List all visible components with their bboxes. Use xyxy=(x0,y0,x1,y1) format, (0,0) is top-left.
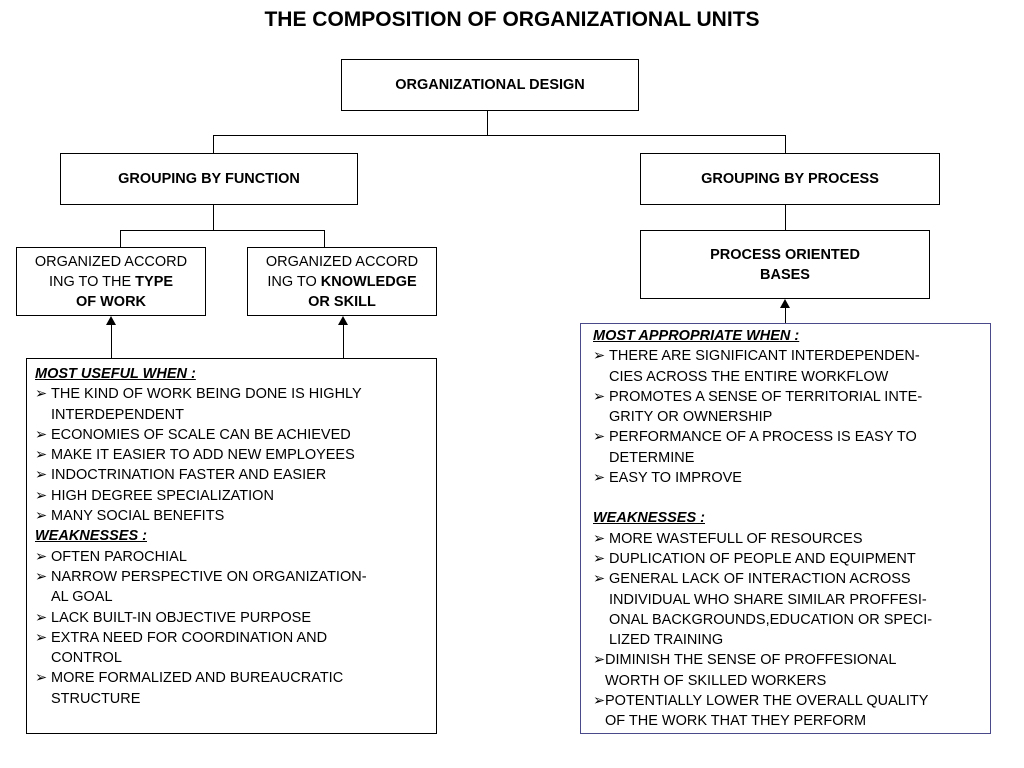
node-label: GROUPING BY FUNCTION xyxy=(118,171,300,187)
useful-list xyxy=(35,384,430,526)
node-label: GROUPING BY PROCESS xyxy=(701,171,879,187)
node-line-bold: OF WORK xyxy=(75,293,147,310)
list-item-text xyxy=(51,465,430,485)
list-item-text xyxy=(609,468,984,488)
node-type-of-work xyxy=(16,247,206,316)
list-item xyxy=(35,384,430,425)
list-item xyxy=(35,486,430,506)
list-item xyxy=(35,465,430,485)
bullet-arrow-icon: ➢ xyxy=(593,348,606,365)
arrow-head-knowledge xyxy=(338,316,348,325)
bullet-arrow-icon: ➢ xyxy=(35,426,48,443)
list-item-text xyxy=(609,549,984,569)
list-item-line: DETERMINE xyxy=(609,449,695,466)
bullet-arrow-icon: ➢ xyxy=(593,388,606,405)
list-item-line: MAKE IT EASIER TO ADD NEW EMPLOYEES xyxy=(51,447,355,464)
bullet-arrow-icon: ➢ xyxy=(593,429,606,446)
node-line: ORGANIZED ACCORD xyxy=(34,253,188,270)
list-item-line: AL GOAL xyxy=(51,589,113,606)
connector-top-horizontal xyxy=(213,135,786,136)
connector-root-down xyxy=(487,110,488,135)
node-grouping-by-process xyxy=(640,153,940,205)
list-item-text xyxy=(605,650,984,691)
node-label: ORGANIZATIONAL DESIGN xyxy=(395,77,585,93)
list-item-line: CIES ACROSS THE ENTIRE WORKFLOW xyxy=(609,368,889,385)
list-item xyxy=(593,650,984,691)
appropriate-list xyxy=(593,346,984,488)
heading-most-useful: MOST USEFUL WHEN : xyxy=(35,366,196,382)
list-item-line: ECONOMIES OF SCALE CAN BE ACHIEVED xyxy=(51,426,351,443)
list-item-line: GENERAL LACK OF INTERACTION ACROSS xyxy=(609,571,911,588)
connector-process-to-bases xyxy=(785,204,786,230)
bullet-arrow-icon: ➢ xyxy=(35,548,48,565)
node-line xyxy=(267,272,416,292)
bullet-arrow-icon: ➢ xyxy=(35,609,48,626)
list-item xyxy=(593,569,984,650)
node-line-bold: OR SKILL xyxy=(308,293,376,310)
list-item-text xyxy=(609,569,984,650)
list-item-line: MORE FORMALIZED AND BUREAUCRATIC xyxy=(51,670,344,687)
list-item-text xyxy=(605,691,984,732)
node-text: ING TO THE xyxy=(48,273,136,290)
list-item xyxy=(35,506,430,526)
bullet-arrow-icon: ➢ xyxy=(593,550,606,567)
node-line: PROCESS ORIENTED xyxy=(710,246,860,263)
node-text: ING TO xyxy=(267,273,321,290)
bullet-arrow-icon: ➢ xyxy=(35,467,48,484)
list-item xyxy=(593,346,984,387)
bullet-arrow-icon: ➢ xyxy=(35,386,48,403)
list-item-text xyxy=(51,445,430,465)
node-text-bold: KNOWLEDGE xyxy=(320,273,417,290)
node-text-bold: TYPE xyxy=(135,273,174,290)
list-item-text xyxy=(51,506,430,526)
heading-most-appropriate: MOST APPROPRIATE WHEN : xyxy=(593,328,800,344)
arrow-shaft-knowledge xyxy=(343,322,344,358)
arrow-shaft-type-of-work xyxy=(111,322,112,358)
list-item-text xyxy=(609,427,984,468)
bullet-arrow-icon: ➢ xyxy=(593,693,606,710)
list-item xyxy=(593,691,984,732)
list-item-line: PERFORMANCE OF A PROCESS IS EASY TO xyxy=(609,429,917,446)
list-item-text xyxy=(609,346,984,387)
list-item-line: POTENTIALLY LOWER THE OVERALL QUALITY xyxy=(605,693,929,710)
bullet-arrow-icon: ➢ xyxy=(35,508,48,525)
list-item-line: GRITY OR OWNERSHIP xyxy=(609,409,773,426)
bullet-arrow-icon: ➢ xyxy=(593,652,606,669)
bullet-arrow-icon: ➢ xyxy=(593,571,606,588)
list-item-line: EASY TO IMPROVE xyxy=(609,470,742,487)
list-item-text xyxy=(609,529,984,549)
list-item-line: LIZED TRAINING xyxy=(609,632,724,649)
node-line: BASES xyxy=(760,266,810,283)
weakness-list xyxy=(35,547,430,709)
list-item-line: INDIVIDUAL WHO SHARE SIMILAR PROFFESI- xyxy=(609,591,927,608)
list-item xyxy=(593,549,984,569)
list-item-line: THERE ARE SIGNIFICANT INTERDEPENDEN- xyxy=(609,348,920,365)
list-item xyxy=(593,387,984,428)
heading-weaknesses: WEAKNESSES : xyxy=(35,528,147,545)
list-item xyxy=(35,608,430,628)
weakness-list xyxy=(593,529,984,732)
list-item-line: NARROW PERSPECTIVE ON ORGANIZATION- xyxy=(51,568,367,585)
bullet-arrow-icon: ➢ xyxy=(35,670,48,687)
node-organizational-design xyxy=(341,59,639,111)
list-item-line: ONAL BACKGROUNDS,EDUCATION OR SPECI- xyxy=(609,611,933,628)
node-process-oriented-bases xyxy=(640,230,930,299)
connector-to-type-of-work xyxy=(120,230,121,247)
heading-weaknesses: WEAKNESSES : xyxy=(593,510,705,527)
list-item-line: EXTRA NEED FOR COORDINATION AND xyxy=(51,629,328,646)
list-item-line: MORE WASTEFULL OF RESOURCES xyxy=(609,530,863,547)
list-item-text xyxy=(51,425,430,445)
node-grouping-by-function xyxy=(60,153,358,205)
list-item-text xyxy=(51,668,430,709)
page-title: THE COMPOSITION OF ORGANIZATIONAL UNITS xyxy=(264,8,760,31)
list-item-text xyxy=(51,628,430,669)
bullet-arrow-icon: ➢ xyxy=(35,487,48,504)
list-item-line: OF THE WORK THAT THEY PERFORM xyxy=(605,713,867,730)
connector-function-horizontal xyxy=(120,230,325,231)
list-item-line: INDOCTRINATION FASTER AND EASIER xyxy=(51,467,327,484)
connector-to-process xyxy=(785,135,786,153)
list-item xyxy=(35,445,430,465)
arrow-head-process-bases xyxy=(780,299,790,308)
list-item xyxy=(35,628,430,669)
list-item-line: PROMOTES A SENSE OF TERRITORIAL INTE- xyxy=(609,388,923,405)
list-item-line: DIMINISH THE SENSE OF PROFFESIONAL xyxy=(605,652,897,669)
list-item-line: DUPLICATION OF PEOPLE AND EQUIPMENT xyxy=(609,550,916,567)
bullet-arrow-icon: ➢ xyxy=(35,447,48,464)
list-item-text xyxy=(51,384,430,425)
list-item-text xyxy=(51,547,430,567)
arrow-head-type-of-work xyxy=(106,316,116,325)
spacer xyxy=(593,488,984,508)
list-item-line: STRUCTURE xyxy=(51,690,141,707)
bullet-arrow-icon: ➢ xyxy=(593,470,606,487)
list-item xyxy=(35,668,430,709)
bullet-arrow-icon: ➢ xyxy=(593,530,606,547)
list-item xyxy=(593,427,984,468)
function-panel xyxy=(26,358,437,734)
list-item-line: OFTEN PAROCHIAL xyxy=(51,548,187,565)
node-line: ORGANIZED ACCORD xyxy=(265,253,419,270)
bullet-arrow-icon: ➢ xyxy=(35,629,48,646)
list-item-line: INTERDEPENDENT xyxy=(51,406,184,423)
list-item-line: HIGH DEGREE SPECIALIZATION xyxy=(51,487,274,504)
list-item-text xyxy=(51,486,430,506)
list-item-text xyxy=(51,608,430,628)
node-knowledge-or-skill xyxy=(247,247,437,316)
connector-to-knowledge xyxy=(324,230,325,247)
connector-to-function xyxy=(213,135,214,153)
list-item xyxy=(35,425,430,445)
arrow-shaft-process-bases xyxy=(785,306,786,323)
list-item-text xyxy=(51,567,430,608)
list-item-line: MANY SOCIAL BENEFITS xyxy=(51,508,225,525)
list-item xyxy=(35,567,430,608)
list-item xyxy=(35,547,430,567)
connector-function-down xyxy=(213,204,214,230)
node-line xyxy=(49,272,173,292)
list-item-line: THE KIND OF WORK BEING DONE IS HIGHLY xyxy=(51,386,362,403)
list-item xyxy=(593,529,984,549)
list-item-line: WORTH OF SKILLED WORKERS xyxy=(605,672,827,689)
process-panel xyxy=(580,323,991,734)
bullet-arrow-icon: ➢ xyxy=(35,568,48,585)
list-item-line: CONTROL xyxy=(51,650,122,667)
list-item-text xyxy=(609,387,984,428)
list-item-line: LACK BUILT-IN OBJECTIVE PURPOSE xyxy=(51,609,311,626)
list-item xyxy=(593,468,984,488)
